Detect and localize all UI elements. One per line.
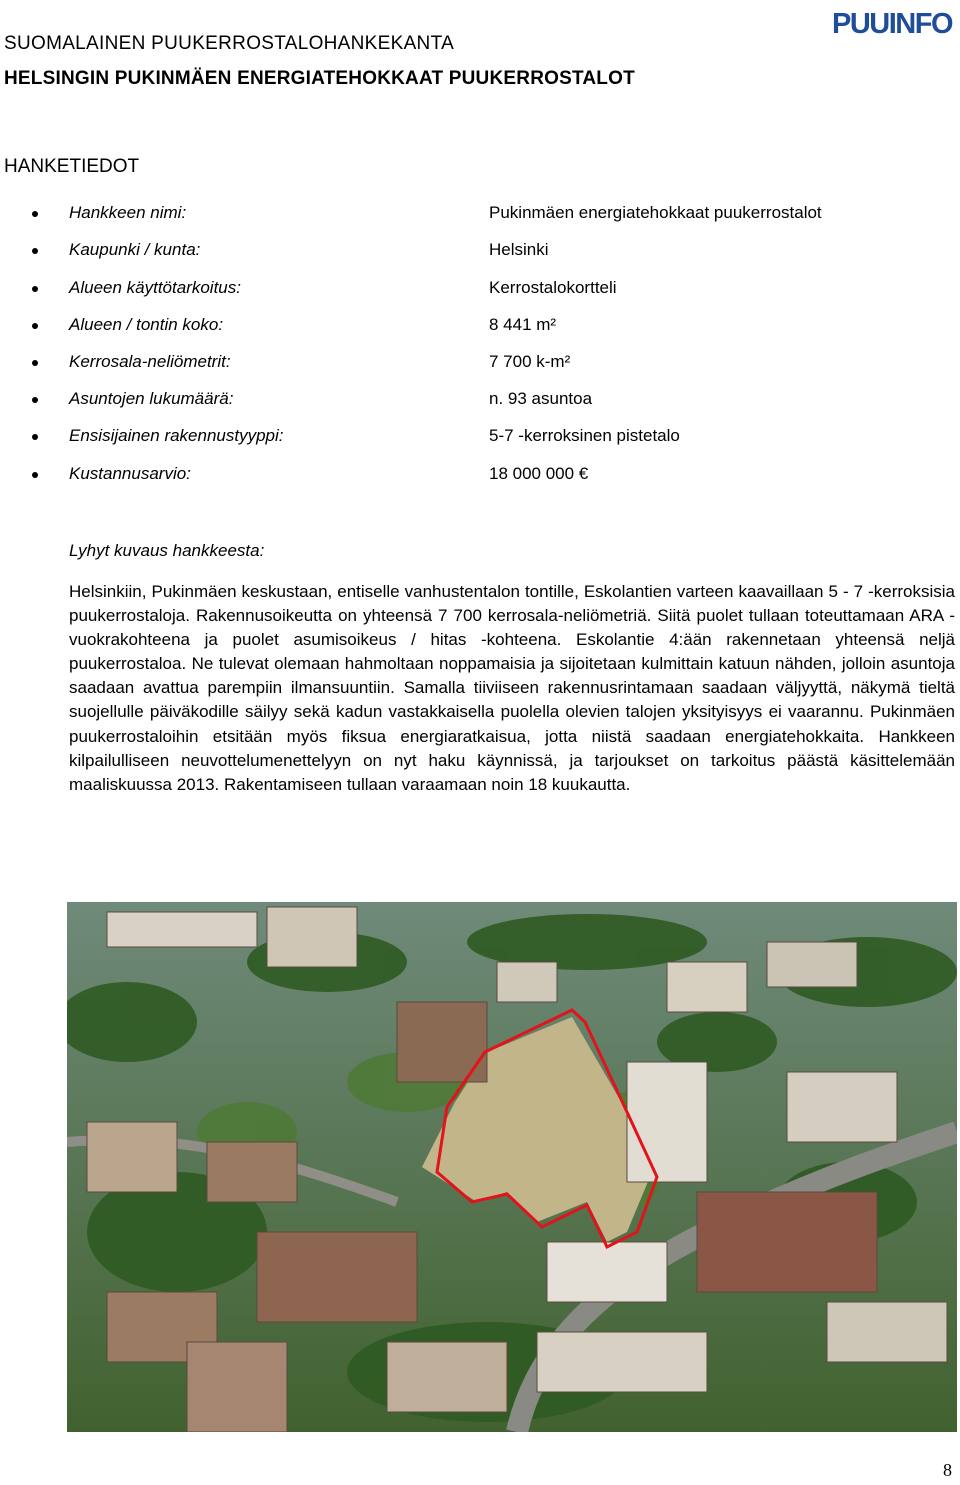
info-label: Ensisijainen rakennustyyppi: (69, 426, 284, 445)
info-row-city (0, 237, 960, 267)
aerial-photo (67, 902, 957, 1432)
description-title: Lyhyt kuvaus hankkeesta: (69, 541, 265, 560)
logo-text: PUUINFO (832, 8, 952, 40)
bullet-icon (32, 323, 38, 329)
info-label: Kerrosala-neliömetrit: (69, 352, 231, 371)
info-value: Kerrostalokortteli (489, 278, 617, 297)
info-value: n. 93 asuntoa (489, 389, 593, 408)
project-title: HELSINGIN PUKINMÄEN ENERGIATEHOKKAAT PUUKERROSTALOT (4, 68, 635, 89)
info-label: Alueen käyttötarkoitus: (69, 278, 241, 297)
description-text: Helsinkiin, Pukinmäen keskustaan, entiselle vanhustentalon tontille, Eskolantien varteen kaavaillaan 5 - 7 -kerroksisia puukerrostaloja. Rakennusoikeutta on yhteensä 7 700 kerrosala-neliömetriä. Siitä puolet tullaan toteuttamaan ARA -vuokrakohteena ja puolet asumisoikeus / hitas -kohteena. Eskolantie 4:ään rakennetaan yhteensä neljä puukerrostaloa. Ne tulevat olemaan hahmoltaan noppamaisia ja sijoitetaan kulmittain katuun nähden, jolloin asuntoja saadaan avattua parempiin ilmansuuntiin. Samalla tiiviiseen rakennusrintamaan saadaan väljyyttä, näkymä tieltä suojellulle päiväkodille säilyy sekä kadun vastakkaisella puolella olevien talojen yksityisyys ei vaarannu. Pukinmäen puukerrostaloihin etsitään myös fiksua energiaratkaisua, jotta niistä saadaan energiatehokkaita. Hankkeen kilpailulliseen neuvottelumenettelyyn on nyt haku käynnissä, ja tarjoukset on tarkoitus päästä käsittelemään maaliskuussa 2013. Rakentamiseen tullaan varaamaan noin 18 kuukautta. (69, 582, 955, 794)
info-row-apartments (0, 386, 960, 416)
info-label: Kustannusarvio: (69, 464, 191, 483)
info-value: 18 000 000 € (489, 464, 589, 483)
info-row-plot-size (0, 312, 960, 342)
bullet-icon (32, 472, 38, 478)
puuinfo-logo (832, 8, 956, 40)
info-label: Alueen / tontin koko: (69, 315, 224, 334)
info-value: Pukinmäen energiatehokkaat puukerrostalot (489, 203, 822, 222)
bullet-icon (32, 360, 38, 366)
info-value: 7 700 k-m² (489, 352, 571, 371)
bullet-icon (32, 286, 38, 292)
info-row-cost-estimate (0, 461, 960, 491)
info-row-land-use (0, 275, 960, 305)
info-row-floor-area (0, 349, 960, 379)
bullet-icon (32, 434, 38, 440)
info-row-building-type (0, 423, 960, 453)
info-label: Asuntojen lukumäärä: (69, 389, 234, 408)
info-value: Helsinki (489, 240, 549, 259)
page-number: 8 (943, 1460, 952, 1480)
series-title: SUOMALAINEN PUUKERROSTALOHANKEKANTA (4, 33, 455, 54)
section-title: HANKETIEDOT (4, 156, 140, 177)
info-label: Hankkeen nimi: (69, 203, 187, 222)
info-row-project-name (0, 200, 960, 230)
bullet-icon (32, 211, 38, 217)
aerial-photo-illustration (67, 902, 957, 1432)
info-label: Kaupunki / kunta: (69, 240, 201, 259)
bullet-icon (32, 397, 38, 403)
info-value: 5-7 -kerroksinen pistetalo (489, 426, 680, 445)
info-value: 8 441 m² (489, 315, 557, 334)
bullet-icon (32, 248, 38, 254)
